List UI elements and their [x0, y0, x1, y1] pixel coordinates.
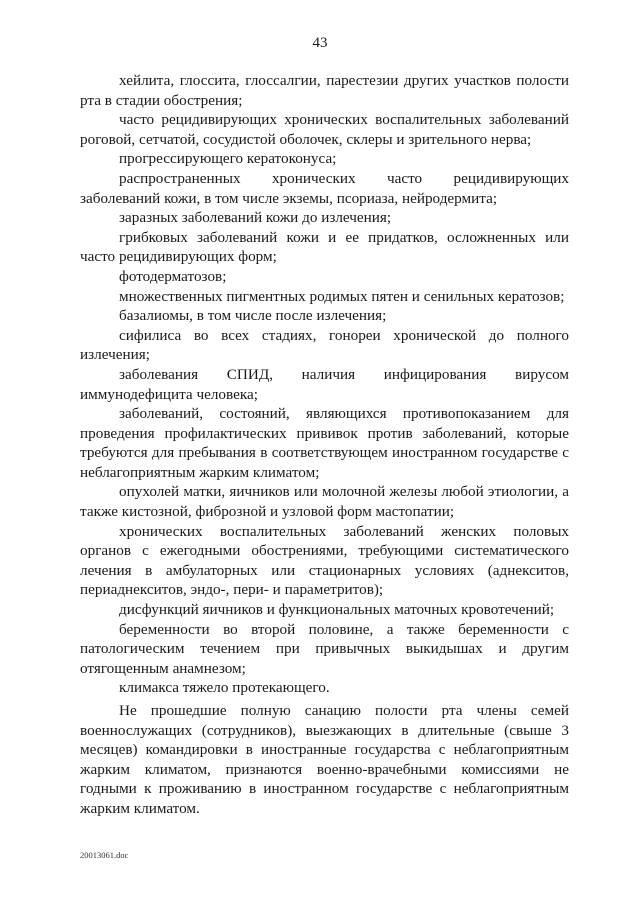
list-item: множественных пигментных родимых пятен и сенильных кератозов; [119, 287, 565, 305]
page-number: 43 [312, 35, 328, 51]
list-item: сифилиса во всех стадиях, гонореи хронической до полного излечения; [80, 326, 569, 364]
list-item: базалиомы, в том числе после излечения; [119, 307, 387, 325]
list-item: распространенных хронических часто рецидивирующих заболеваний кожи, в том числе экземы, псориаза, нейродермита; [80, 169, 569, 207]
list-item: дисфункций яичников и функциональных маточных кровотечений; [119, 601, 555, 619]
body-paragraph: Не прошедшие полную санацию полости рта члены семей военнослужащих (сотрудников), выезжающих в длительные (свыше 3 месяцев) командировки в иностранные государства с неблагоприятным жарким климатом, признаются военно-врачебными комиссиями не годными к проживанию в иностранном государстве с неблагоприятным жарким климатом. [80, 702, 569, 817]
list-item: прогрессирующего кератоконуса; [119, 150, 337, 168]
file-name-footer: 20013061.doc [80, 850, 129, 860]
document-body [80, 71, 569, 819]
list-item: заболевания СПИД, наличия инфицирования вирусом иммунодефицита человека; [80, 365, 569, 403]
list-item: заразных заболеваний кожи до излечения; [119, 209, 392, 227]
list-item: часто рецидивирующих хронических воспалительных заболеваний роговой, сетчатой, сосудистой оболочек, склеры и зрительного нерва; [80, 111, 569, 148]
list-item: грибковых заболеваний кожи и ее придатков, осложненных или часто рецидивирующих форм; [80, 228, 569, 266]
list-item: беременности во второй половине, а также беременности с патологическим течением при привычных выкидышах и другим отягощенным анамнезом; [80, 620, 569, 677]
list-item: хейлита, глоссита, глоссалгии, парестезии других участков полости рта в стадии обострения; [80, 72, 569, 109]
list-item: заболеваний, состояний, являющихся противопоказанием для проведения профилактических прививок против заболеваний, которые требуются для пребывания в соответствующем иностранном государстве с неблагоприятным жарким климатом; [80, 405, 569, 481]
list-item: хронических воспалительных заболеваний женских половых органов с ежегодными обострениями, требующими систематического лечения в амбулаторных или стационарных условиях (аднекситов, периаднекситов, эндо-, пери- и параметритов); [80, 522, 569, 599]
list-item: опухолей матки, яичников или молочной железы любой этиологии, а также кистозной, фиброзной и узловой форм мастопатии; [80, 483, 569, 521]
list-item: фотодерматозов; [119, 267, 227, 285]
list-item: климакса тяжело протекающего. [119, 679, 330, 697]
